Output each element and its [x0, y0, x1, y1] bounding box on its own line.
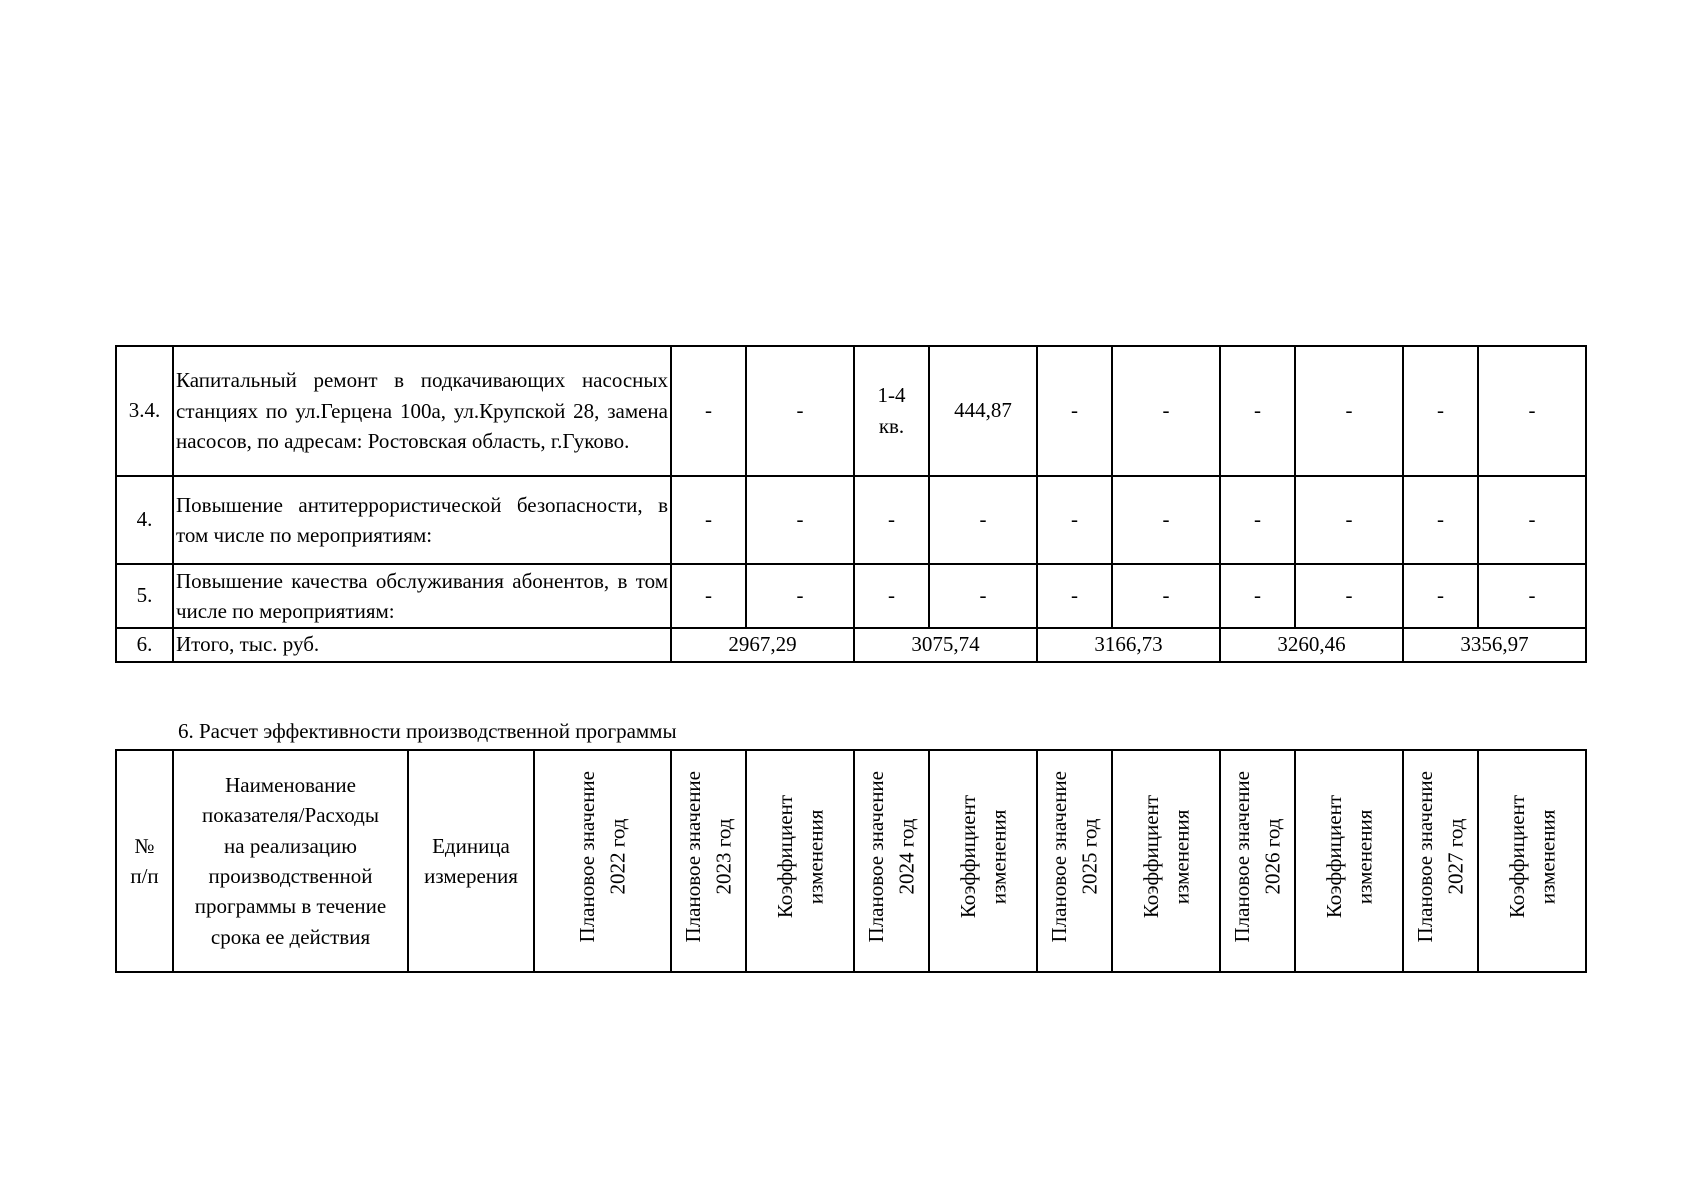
- vertical-label: Плановое значение 2024 год: [864, 771, 919, 943]
- total-value: 2967,29: [671, 628, 854, 662]
- total-value: 3166,73: [1037, 628, 1220, 662]
- period-line: 1-4: [877, 382, 906, 407]
- section-title: 6. Расчет эффективности производственной программы: [178, 719, 677, 743]
- table-cell: 444,87: [929, 346, 1037, 476]
- vertical-label: Плановое значение 2026 год: [1230, 771, 1285, 943]
- vertical-label: Коэффициент изменения: [1138, 795, 1193, 919]
- header-line: Единица: [432, 833, 510, 858]
- table-cell: -: [1037, 346, 1112, 476]
- description-line: Повышение антитеррористической: [176, 492, 502, 517]
- table-row: [116, 476, 1586, 564]
- table-cell: -: [929, 564, 1037, 628]
- table-cell: -: [1403, 564, 1478, 628]
- table-cell: -: [671, 476, 746, 564]
- table-cell: -: [746, 476, 854, 564]
- table-cell: -: [746, 564, 854, 628]
- row-number: 4.: [116, 476, 173, 564]
- table-cell: -: [1295, 476, 1403, 564]
- table-cell: -: [1295, 346, 1403, 476]
- table-cell: -: [1112, 346, 1220, 476]
- table-cell: -: [1478, 564, 1586, 628]
- description-line: Повышение качества обслуживания: [176, 568, 504, 593]
- total-value: 3356,97: [1403, 628, 1586, 662]
- header-line: показателя/Расходы: [202, 803, 379, 828]
- table-cell: -: [929, 476, 1037, 564]
- vertical-label: Плановое значение 2023 год: [681, 771, 736, 943]
- header-coefficient: [1112, 750, 1220, 972]
- table-cell: -: [1220, 564, 1295, 628]
- header-unit: [408, 750, 534, 972]
- table-row: [116, 564, 1586, 628]
- table-cell: -: [1037, 564, 1112, 628]
- table-cell: -: [854, 564, 929, 628]
- total-row: [116, 628, 1586, 662]
- table-cell: -: [1403, 346, 1478, 476]
- header-line: на реализацию: [224, 833, 357, 858]
- row-description: [173, 346, 671, 476]
- vertical-label: Плановое значение 2027 год: [1413, 771, 1468, 943]
- header-plan-2024: [854, 750, 929, 972]
- header-number: [116, 750, 173, 972]
- vertical-label: Коэффициент изменения: [955, 795, 1010, 919]
- description-line: абонентов, в том числе по мероприятиям:: [176, 568, 669, 623]
- header-plan-2027: [1403, 750, 1478, 972]
- vertical-label: Коэффициент изменения: [1321, 795, 1376, 919]
- table-cell: -: [1295, 564, 1403, 628]
- header-plan-2023: [671, 750, 746, 972]
- vertical-label: Коэффициент изменения: [1504, 795, 1559, 919]
- description-line: Ростовская область, г.Гуково.: [367, 429, 630, 454]
- header-coefficient: [929, 750, 1037, 972]
- header-coefficient: [746, 750, 854, 972]
- table-cell: -: [1220, 346, 1295, 476]
- table-cell: -: [1037, 476, 1112, 564]
- row-number: 3.4.: [116, 346, 173, 476]
- row-description: [173, 564, 671, 628]
- header-line: срока ее действия: [210, 924, 371, 949]
- total-value: 3260,46: [1220, 628, 1403, 662]
- table-cell: -: [1112, 476, 1220, 564]
- description-line: насосных станциях по ул.Герцена 100а,: [176, 368, 669, 423]
- table-cell: -: [1478, 476, 1586, 564]
- header-indicator-name: [173, 750, 408, 972]
- header-plan-2025: [1037, 750, 1112, 972]
- row-description: [173, 476, 671, 564]
- expenses-table: [115, 345, 1587, 663]
- table-cell: -: [746, 346, 854, 476]
- vertical-label: Плановое значение 2022 год: [575, 771, 630, 943]
- header-line: производственной: [208, 864, 373, 888]
- table-cell: [854, 346, 929, 476]
- header-line: измерения: [424, 864, 518, 888]
- total-value: 3075,74: [854, 628, 1037, 662]
- header-coefficient: [1295, 750, 1403, 972]
- table-cell: -: [671, 346, 746, 476]
- row-number: 5.: [116, 564, 173, 628]
- header-coefficient: [1478, 750, 1586, 972]
- table-cell: -: [854, 476, 929, 564]
- description-line: ул.Крупской 28, замена насосов, по адресам:: [176, 398, 668, 454]
- vertical-label: Плановое значение 2025 год: [1047, 771, 1102, 943]
- vertical-label: Коэффициент изменения: [772, 795, 827, 919]
- period-line: кв.: [878, 414, 905, 438]
- table-header-row: [116, 750, 1586, 972]
- table-cell: -: [1112, 564, 1220, 628]
- header-number-line: п/п: [130, 864, 159, 888]
- row-number: 6.: [116, 628, 173, 662]
- total-label: Итого, тыс. руб.: [173, 628, 671, 662]
- efficiency-table: [115, 749, 1587, 973]
- table-cell: -: [671, 564, 746, 628]
- header-line: Наименование: [225, 772, 356, 797]
- table-cell: -: [1478, 346, 1586, 476]
- description-line: безопасности, в том числе по мероприятиям:: [176, 492, 668, 547]
- table-cell: -: [1403, 476, 1478, 564]
- table-cell: -: [1220, 476, 1295, 564]
- header-line: программы в течение: [194, 894, 387, 919]
- header-plan-2026: [1220, 750, 1295, 972]
- header-number-line: №: [134, 833, 155, 858]
- table-row: [116, 346, 1586, 476]
- description-line: Капитальный ремонт в подкачивающих: [176, 368, 566, 393]
- header-plan-2022: [534, 750, 671, 972]
